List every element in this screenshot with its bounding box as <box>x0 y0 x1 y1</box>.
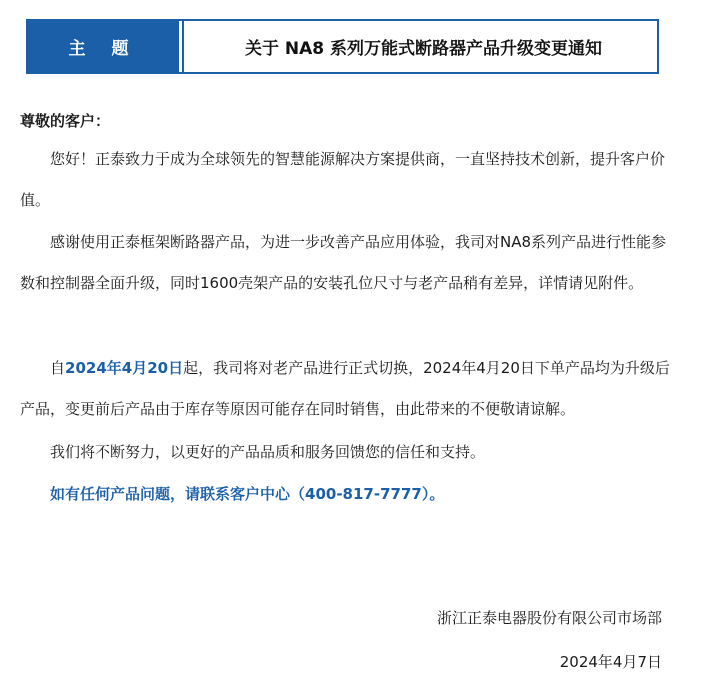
subject-tag: 主 题 <box>28 21 182 72</box>
paragraph-switch-date <box>20 348 680 430</box>
switch-prefix: 自 <box>50 359 66 377</box>
paragraph-contact: 如有任何产品问题，请联系客户中心（400-817-7777）。 <box>50 485 445 503</box>
notice-title: 关于 NA8 系列万能式断路器产品升级变更通知 <box>244 39 603 59</box>
paragraph-commitment: 我们将不断努力，以更好的产品品质和服务回馈您的信任和支持。 <box>50 443 486 461</box>
greeting: 尊敬的客户： <box>20 112 111 130</box>
paragraph-upgrade: 感谢使用正泰框架断路器产品，为进一步改善产品应用体验，我司对NA8系列产品进行性能参数和控制器全面升级，同时1600壳架产品的安装孔位尺寸与老产品稍有差异，详情请见附件。 <box>20 233 667 292</box>
signature-date: 2024年4月7日 <box>559 653 662 671</box>
switch-rest: 起，我司将对老产品进行正式切换，2024年4月20日下单产品均为升级后产品，变更前后产品由于库存等原因可能存在同时销售，由此带来的不便敬请谅解。 <box>20 359 670 418</box>
switch-date-highlight: 2024年4月20日 <box>65 359 184 377</box>
paragraph-intro: 您好！正泰致力于成为全球领先的智慧能源解决方案提供商，一直坚持技术创新，提升客户价值。 <box>20 150 666 209</box>
signature-company: 浙江正泰电器股份有限公司市场部 <box>436 609 662 627</box>
notice-header <box>26 19 659 74</box>
